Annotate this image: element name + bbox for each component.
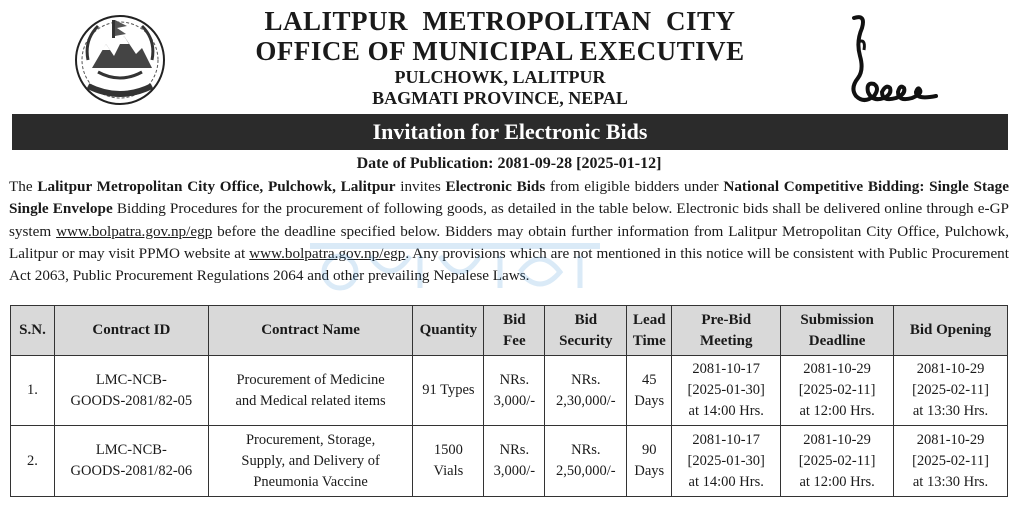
notice-text: invites <box>395 178 446 195</box>
notice-paragraph <box>9 176 1009 287</box>
cell-sn: 1. <box>11 356 55 426</box>
office-province: BAGMATI PROVINCE, NEPAL <box>372 88 628 108</box>
col-header-quantity: Quantity <box>413 306 484 356</box>
table-row <box>11 426 1008 497</box>
publication-date: Date of Publication: 2081-09-28 [2025-01-12] <box>356 155 662 172</box>
cell-submission: 2081-10-29 [2025-02-11] at 12:00 Hrs. <box>781 356 894 426</box>
col-header-lead-time: Lead Time <box>627 306 672 356</box>
office-address: PULCHOWK, LALITPUR <box>394 67 606 87</box>
cell-contract-id: LMC-NCB- GOODS-2081/82-06 <box>54 426 208 497</box>
cell-sn: 2. <box>11 426 55 497</box>
notice-procedure: National Competitive Bidding: Single Stage Single Envelope <box>9 178 1009 218</box>
cell-pre-bid: 2081-10-17 [2025-01-30] at 14:00 Hrs. <box>672 356 781 426</box>
cell-bid-fee: NRs. 3,000/- <box>484 356 545 426</box>
table-header-row <box>11 306 1008 356</box>
cell-submission: 2081-10-29 [2025-02-11] at 12:00 Hrs. <box>781 426 894 497</box>
cell-contract-id: LMC-NCB- GOODS-2081/82-05 <box>54 356 208 426</box>
office-titles <box>180 6 820 109</box>
cell-pre-bid: 2081-10-17 [2025-01-30] at 14:00 Hrs. <box>672 426 781 497</box>
official-signature-icon <box>836 12 946 108</box>
cell-lead-time: 90 Days <box>627 426 672 497</box>
ppmo-link[interactable]: www.bolpatra.gov.np/egp <box>249 244 406 262</box>
cell-opening: 2081-10-29 [2025-02-11] at 13:30 Hrs. <box>894 426 1008 497</box>
col-header-contract-id: Contract ID <box>54 306 208 356</box>
table-row <box>11 356 1008 426</box>
notice-office-name: Lalitpur Metropolitan City Office, Pulchowk, Lalitpur <box>37 178 396 195</box>
notice-text: The <box>9 178 38 195</box>
col-header-submission: Submission Deadline <box>781 306 894 356</box>
col-header-pre-bid: Pre-Bid Meeting <box>672 306 781 356</box>
cell-quantity: 91 Types <box>413 356 484 426</box>
bids-table <box>10 305 1008 497</box>
cell-bid-security: NRs. 2,50,000/- <box>545 426 627 497</box>
notice-bid-type: Electronic Bids <box>445 178 546 195</box>
notice-text: . Any provisions which are not mentioned in this notice will be consistent with Public Procurement Act 2063, Public Procurement Regulations 2064 and other prevailing Nepalese Laws. <box>9 244 1009 285</box>
notice-text: Bidding Procedures for the procurement of following goods, as detailed in the table below. Electronic bids shall be delivered online through e-GP system <box>9 200 1009 240</box>
office-name: LALITPUR METROPOLITAN CITY <box>264 6 736 36</box>
notice-text: from eligible bidders under <box>545 178 724 195</box>
egp-link[interactable]: www.bolpatra.gov.np/egp <box>56 222 213 240</box>
notice-title-banner: Invitation for Electronic Bids <box>12 114 1008 150</box>
col-header-opening: Bid Opening <box>894 306 1008 356</box>
office-subtitle: OFFICE OF MUNICIPAL EXECUTIVE <box>255 36 745 66</box>
notice-text: before the deadline specified below. Bidders may obtain further information from Lalitpur Metropolitan City Office, Pulchowk, Lalitpur or may visit PPMO website at <box>9 222 1009 262</box>
cell-quantity: 1500 Vials <box>413 426 484 497</box>
cell-contract-name: Procurement, Storage, Supply, and Delivery of Pneumonia Vaccine <box>208 426 413 497</box>
col-header-bid-fee: Bid Fee <box>484 306 545 356</box>
letterhead <box>0 0 1018 112</box>
cell-lead-time: 45 Days <box>627 356 672 426</box>
col-header-bid-security: Bid Security <box>545 306 627 356</box>
cell-bid-security: NRs. 2,30,000/- <box>545 356 627 426</box>
col-header-sn: S.N. <box>11 306 55 356</box>
nepal-government-emblem-icon <box>72 10 168 108</box>
cell-opening: 2081-10-29 [2025-02-11] at 13:30 Hrs. <box>894 356 1008 426</box>
cell-contract-name: Procurement of Medicine and Medical related items <box>208 356 413 426</box>
cell-bid-fee: NRs. 3,000/- <box>484 426 545 497</box>
col-header-contract-name: Contract Name <box>208 306 413 356</box>
